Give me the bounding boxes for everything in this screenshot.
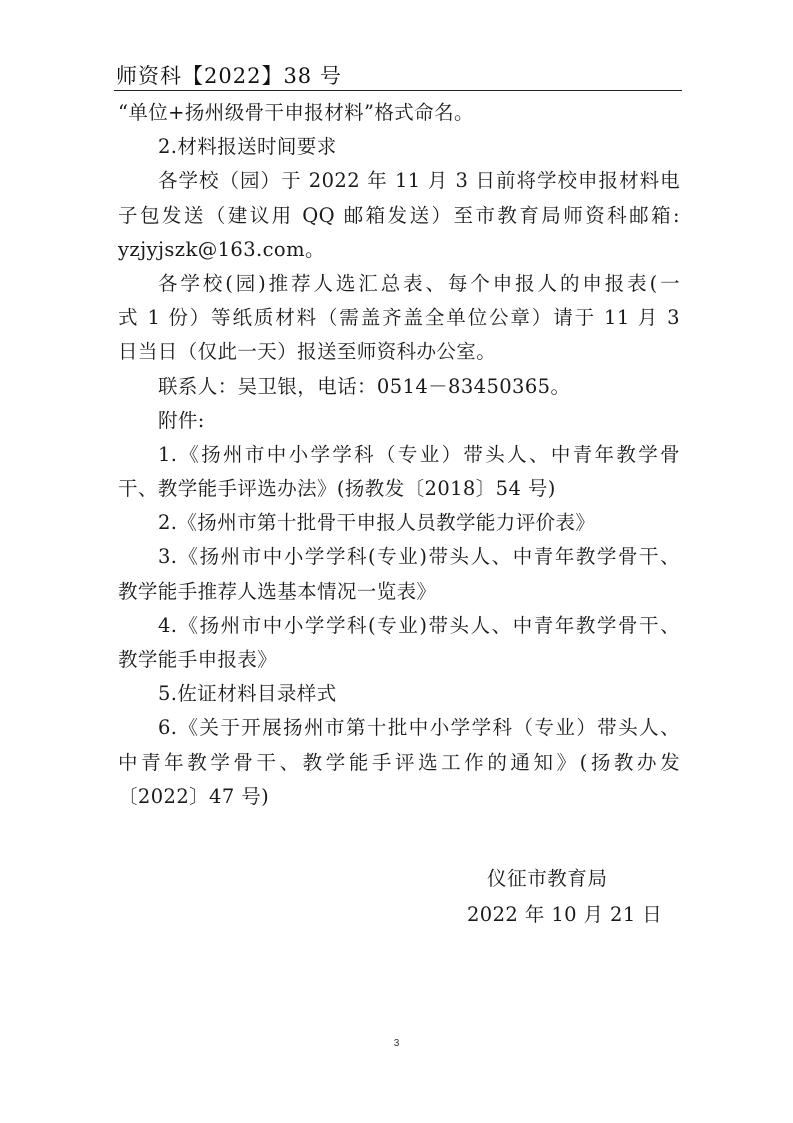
attachment-item: 6.《关于开展扬州市第十批中小学学科（专业）带头人、: [158, 716, 680, 740]
attachment-item: 4.《扬州市中小学学科(专业)带头人、中青年教学骨干、: [158, 613, 680, 637]
paragraph-line: 各学校（园）于 2022 年 11 月 3 日前将学校申报材料电: [158, 169, 680, 193]
attachments-heading: 附件:: [158, 408, 205, 432]
attachment-item-continued: 教学能手申报表》: [118, 648, 278, 671]
attachment-item: 5.佐证材料目录样式: [158, 682, 337, 706]
paragraph-line: 日当日（仅此一天）报送至师资科办公室。: [118, 340, 497, 364]
email-address-line: yzjyjszk@163.com。: [118, 237, 325, 261]
page-number: 3: [393, 1038, 400, 1049]
attachment-item: 2.《扬州市第十批骨干申报人员教学能力评价表》: [158, 511, 596, 535]
attachment-item-continued: 中青年教学骨干、教学能手评选工作的通知》(扬教办发: [118, 750, 680, 774]
attachment-item: 1.《扬州市中小学学科（专业）带头人、中青年教学骨: [158, 442, 680, 466]
document-body: [118, 96, 680, 814]
paragraph-line: 式 1 份）等纸质材料（需盖齐盖全单位公章）请于 11 月 3: [118, 306, 680, 330]
section-heading: 2.材料报送时间要求: [158, 135, 337, 159]
attachment-item-continued: 干、教学能手评选办法》(扬教发〔2018〕54 号): [118, 477, 556, 501]
paragraph-line: 各学校(园)推荐人选汇总表、每个申报人的申报表(一: [158, 271, 680, 295]
document-number-header: 师资科【2022】38 号: [116, 64, 342, 88]
contact-line: 联系人：吴卫银，电话：0514－83450365。: [158, 374, 571, 398]
issuing-organization: 仪征市教育局: [487, 867, 608, 890]
attachment-item: 3.《扬州市中小学学科(专业)带头人、中青年教学骨干、: [158, 545, 680, 569]
header-divider: [114, 90, 682, 91]
attachment-item-continued: 〔2022〕47 号): [118, 784, 270, 808]
attachment-item-continued: 教学能手推荐人选基本情况一览表》: [118, 579, 437, 603]
paragraph-line: “单位+扬州级骨干申报材料”格式命名。: [118, 101, 474, 124]
paragraph-line: 子包发送（建议用 QQ 邮箱发送）至市教育局师资科邮箱:: [118, 203, 680, 227]
issue-date: 2022 年 10 月 21 日: [467, 903, 663, 926]
